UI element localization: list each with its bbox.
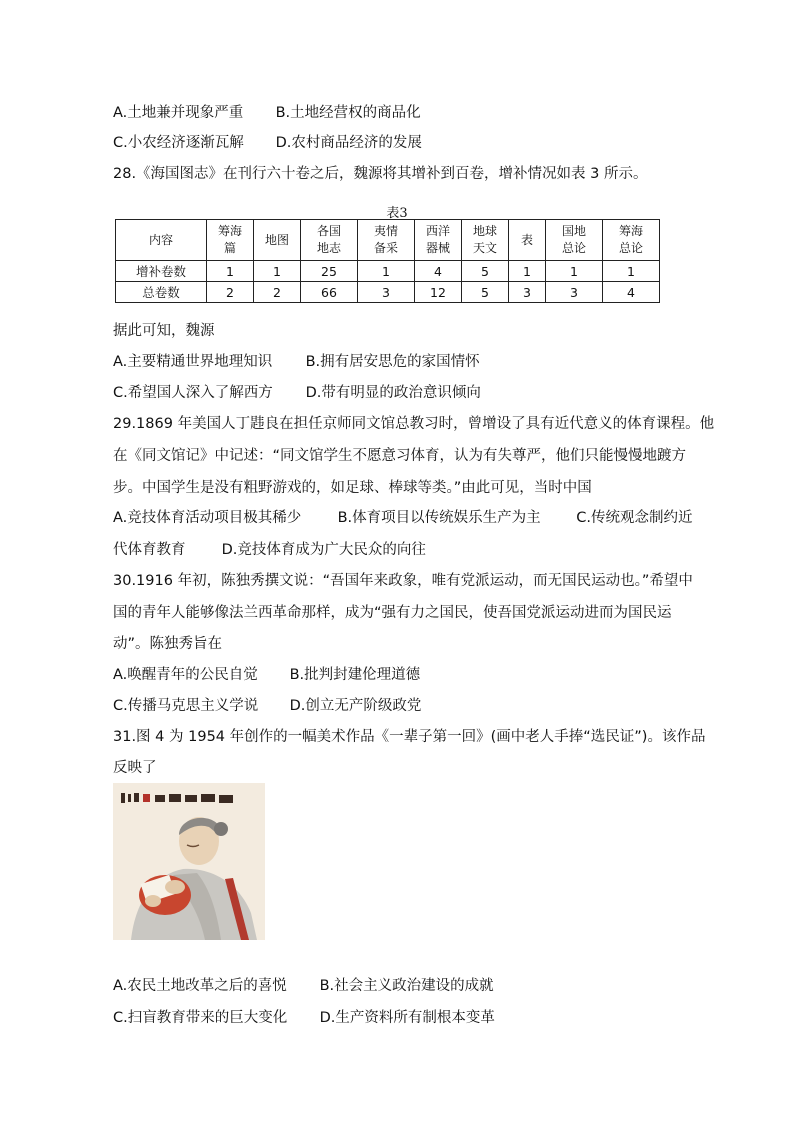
q30-line2: 国的青年人能够像法兰西革命那样，成为“强有力之国民，使吾国党派运动进而为国民运	[113, 605, 672, 621]
q29-option-c: C.传统观念制约近	[576, 510, 693, 526]
q29-line1: 29.1869 年美国人丁韪良在担任京师同文馆总教习时，曾增设了具有近代意义的体育课程。他	[113, 416, 715, 432]
table-cell: 66	[301, 282, 358, 303]
header-cell: 筹海 篇	[207, 220, 254, 261]
table-cell: 1	[254, 261, 301, 282]
q30-option-b: B.批判封建伦理道德	[289, 667, 421, 683]
q31-line1: 31.图 4 为 1954 年创作的一幅美术作品《一辈子第一回》(画中老人手捧“选民证”)。该作品	[113, 729, 706, 745]
q30-line3: 动”。陈独秀旨在	[113, 636, 223, 652]
q29-options-row1	[113, 508, 692, 528]
q28-lead: 据此可知，魏源	[113, 323, 215, 339]
q29-option-c-cont: 代体育教育	[113, 542, 186, 558]
elderly-woman-voter-illustration	[113, 783, 265, 940]
table-cell: 1	[358, 261, 415, 282]
q28-option-a: A.主要精通世界地理知识	[113, 354, 273, 370]
table-cell: 3	[358, 282, 415, 303]
supplement-table	[115, 219, 660, 303]
header-cell: 各国 地志	[301, 220, 358, 261]
q28-option-d: D.带有明显的政治意识倾向	[305, 385, 481, 401]
q29-option-d: D.竞技体育成为广大民众的向往	[221, 542, 426, 558]
q29-options-row2	[113, 540, 426, 560]
header-cell: 西洋 器械	[415, 220, 462, 261]
table-cell: 2	[207, 282, 254, 303]
table-row	[116, 261, 660, 282]
q27-option-b: B.土地经营权的商品化	[275, 105, 421, 121]
q31-option-c: C.扫盲教育带来的巨大变化	[113, 1010, 288, 1026]
header-cell: 表	[509, 220, 546, 261]
table-cell: 1	[509, 261, 546, 282]
artwork-figure	[113, 783, 265, 940]
q29-line3: 步。中国学生是没有粗野游戏的，如足球、棒球等类。”由此可见，当时中国	[113, 480, 592, 496]
q30-line1: 30.1916 年初，陈独秀撰文说：“吾国年来政象，唯有党派运动，而无国民运动也。”希望中	[113, 573, 693, 589]
q30-option-a: A.唤醒青年的公民自觉	[113, 667, 258, 683]
table-row	[116, 282, 660, 303]
header-cell: 地球 天文	[462, 220, 509, 261]
q29-option-a: A.竞技体育活动项目极其稀少	[113, 510, 302, 526]
header-cell: 夷情 备采	[358, 220, 415, 261]
table-cell: 3	[546, 282, 603, 303]
table-cell: 1	[207, 261, 254, 282]
table-cell: 5	[462, 261, 509, 282]
q28-option-b: B.拥有居安思危的家国情怀	[305, 354, 480, 370]
table-header-row	[116, 220, 660, 261]
table-cell: 25	[301, 261, 358, 282]
q31-option-a: A.农民土地改革之后的喜悦	[113, 978, 287, 994]
q31-options-row2	[113, 1008, 495, 1028]
table-cell: 2	[254, 282, 301, 303]
q28-options-row1	[113, 352, 480, 372]
header-cell: 国地 总论	[546, 220, 603, 261]
table-cell: 1	[603, 261, 660, 282]
q28-stem: 28.《海国图志》在刊行六十卷之后，魏源将其增补到百卷，增补情况如表 3 所示。	[113, 166, 648, 182]
table-cell: 1	[546, 261, 603, 282]
row-label-cell: 总卷数	[116, 282, 207, 303]
table-cell: 3	[509, 282, 546, 303]
q31-options-row1	[113, 976, 494, 996]
table-title: 表3	[386, 206, 408, 221]
q31-option-b: B.社会主义政治建设的成就	[319, 978, 494, 994]
q27-options-row1	[113, 103, 421, 123]
q30-option-c: C.传播马克思主义学说	[113, 698, 259, 714]
row-label-cell: 增补卷数	[116, 261, 207, 282]
table-cell: 4	[415, 261, 462, 282]
q29-option-b: B.体育项目以传统娱乐生产为主	[337, 510, 541, 526]
q28-option-c: C.希望国人深入了解西方	[113, 385, 273, 401]
q28-options-row2	[113, 383, 481, 403]
q29-line2: 在《同文馆记》中记述：“同文馆学生不愿意习体育，认为有失尊严，他们只能慢慢地踱方	[113, 448, 687, 464]
q30-option-d: D.创立无产阶级政党	[289, 698, 422, 714]
q30-options-row2	[113, 696, 421, 716]
header-cell: 内容	[116, 220, 207, 261]
table-cell: 4	[603, 282, 660, 303]
q27-option-d: D.农村商品经济的发展	[275, 135, 422, 151]
q27-option-a: A.土地兼并现象严重	[113, 105, 244, 121]
q30-options-row1	[113, 665, 420, 685]
q27-option-c: C.小农经济逐渐瓦解	[113, 135, 244, 151]
q27-options-row2	[113, 133, 422, 153]
q31-line2: 反映了	[113, 760, 157, 776]
header-cell: 筹海 总论	[603, 220, 660, 261]
table-cell: 5	[462, 282, 509, 303]
q31-option-d: D.生产资料所有制根本变革	[319, 1010, 495, 1026]
table-cell: 12	[415, 282, 462, 303]
header-cell: 地图	[254, 220, 301, 261]
